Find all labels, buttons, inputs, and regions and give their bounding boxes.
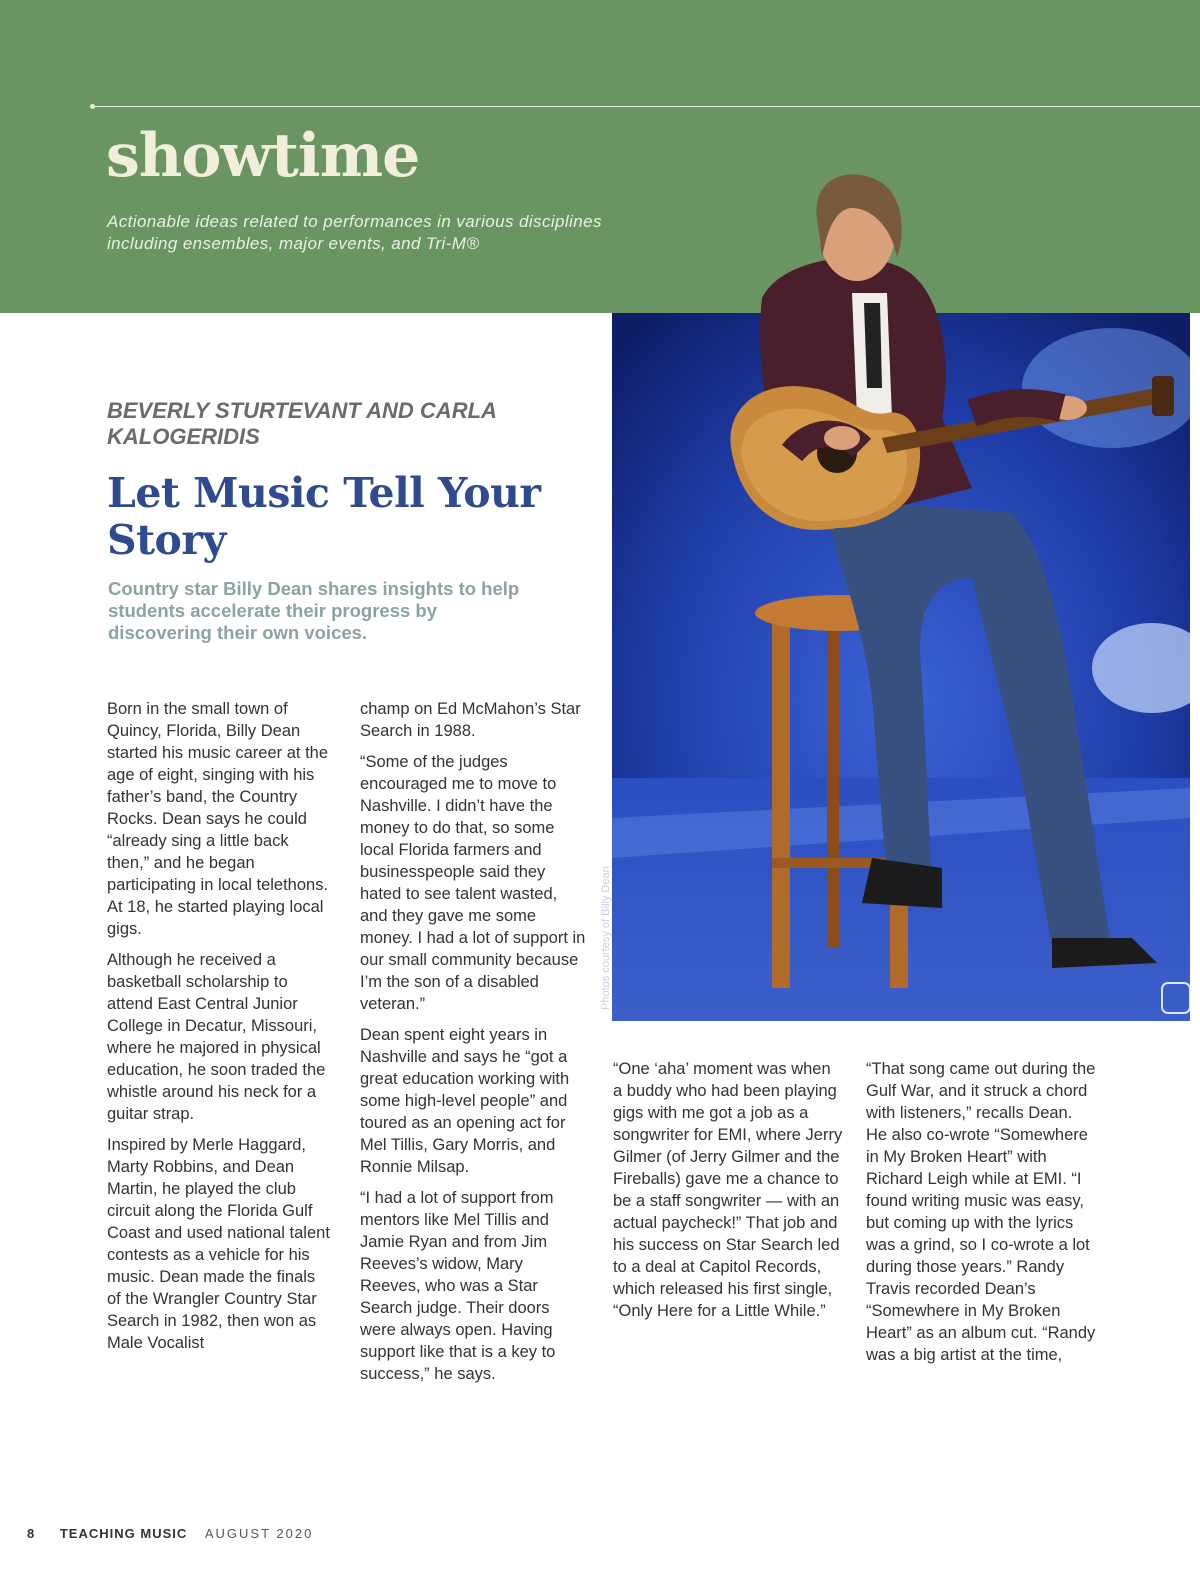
body-column-1 xyxy=(107,698,332,1363)
article-headline: Let Music Tell Your Story xyxy=(107,469,541,564)
page-number: 8 xyxy=(27,1526,35,1541)
article-deck: Country star Billy Dean shares insights to help students accelerate their progress by discovering their own voices. xyxy=(108,578,520,643)
page-footer xyxy=(27,1526,313,1541)
section-subtitle: Actionable ideas related to performances in various disciplines including ensembles, major events, and Tri-M® xyxy=(107,212,602,253)
article-authors: BEVERLY STURTEVANT AND CARLA KALOGERIDIS xyxy=(107,398,497,449)
issue-date: AUGUST 2020 xyxy=(204,1526,314,1541)
billy-dean-photo xyxy=(612,58,1190,1021)
body-paragraph: Born in the small town of Quincy, Florida, Billy Dean started his music career at the age of eight, singing with his father’s band, the Country Rocks. Dean says he could “already sing a little back then,” and he began participating in local telethons. At 18, he started playing local gigs. xyxy=(107,700,329,938)
body-column-4 xyxy=(866,1058,1096,1375)
body-paragraph: Although he received a basketball scholarship to attend East Central Junior College in Decatur, Missouri, where he majored in physical education, he soon traded the whistle around his neck for a guitar strap. xyxy=(107,951,326,1123)
body-paragraph: “One ‘aha’ moment was when a buddy who had been playing gigs with me got a job as a songwriter for EMI, where Jerry Gilmer (of Jerry Gilmer and the Fireballs) gave me a chance to be a staff songwriter — with an actual paycheck!” That job and his success on Star Search led to a deal at Capitol Records, which released his first single, “Only Here for a Little While.” xyxy=(613,1060,843,1320)
header-divider-dot xyxy=(90,104,95,109)
body-paragraph: “Some of the judges encouraged me to move to Nashville. I didn’t have the money to do that, so some local Florida farmers and businesspeople said they hated to see talent wasted, and they gave me some money. I had a lot of support in our small community because I’m the son of a disabled veteran.” xyxy=(360,753,586,1013)
body-column-2 xyxy=(360,698,586,1394)
photo-credit: Photos courtesy of Billy Dean xyxy=(600,866,612,1010)
body-paragraph: “I had a lot of support from mentors like Mel Tillis and Jamie Ryan and from Jim Reeves’s widow, Mary Reeves, who was a Star Search judge. Their doors were always open. Having support like that is a key to success,” he says. xyxy=(360,1189,556,1383)
magazine-name: TEACHING MUSIC xyxy=(59,1526,188,1541)
body-column-3 xyxy=(613,1058,843,1331)
section-title: showtime xyxy=(106,121,420,191)
body-paragraph: “That song came out during the Gulf War, and it struck a chord with listeners,” recalls Dean. He also co-wrote “Somewhere in My Broken Heart” with Richard Leigh while at EMI. “I found writing music was easy, but coming up with the lyrics was a grind, so I co-wrote a lot during those years.” Randy Travis recorded Dean’s “Somewhere in My Broken Heart” as an album cut. “Randy was a big artist at the time, xyxy=(866,1060,1096,1364)
body-paragraph: Inspired by Merle Haggard, Marty Robbins, and Dean Martin, he played the club circuit along the Florida Gulf Coast and used national talent contests as a vehicle for his music. Dean made the finals of the Wrangler Country Star Search in 1982, then won as Male Vocalist xyxy=(107,1136,330,1352)
body-paragraph: Dean spent eight years in Nashville and says he “got a great education working with some high-level people” and toured as an opening act for Mel Tillis, Gary Morris, and Ronnie Milsap. xyxy=(360,1026,570,1176)
body-paragraph: champ on Ed McMahon’s Star Search in 1988. xyxy=(360,700,581,740)
